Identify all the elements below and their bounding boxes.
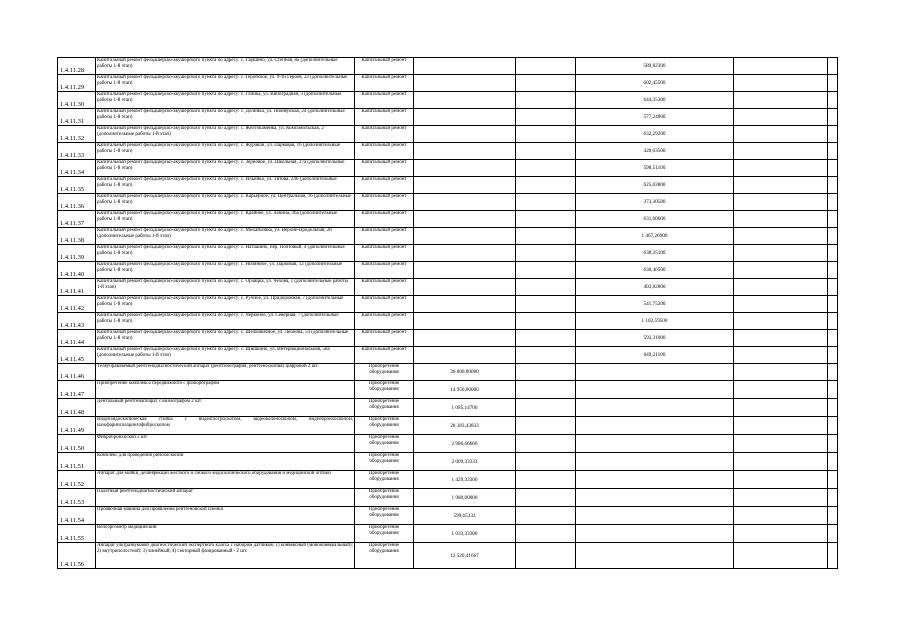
row-amount-equipment [414, 58, 516, 75]
table-row [58, 364, 838, 381]
row-description: Проявочная машина для проявления рентгеновской пленки [96, 507, 355, 525]
table-row [58, 126, 838, 143]
row-work-type: Приобретение оборудования [355, 525, 414, 543]
table-row [58, 58, 838, 75]
row-amount-equipment [414, 109, 516, 126]
row-empty-cell [516, 417, 576, 435]
row-empty-cell [828, 381, 838, 399]
table-row [58, 262, 838, 279]
row-number: 1.4.11.46 [58, 364, 96, 381]
row-amount-equipment: 2 986,66666 [414, 435, 516, 453]
row-empty-cell [516, 75, 576, 92]
row-number: 1.4.11.33 [58, 143, 96, 160]
row-amount-equipment [414, 296, 516, 313]
row-work-type: Приобретение оборудования [355, 435, 414, 453]
row-empty-cell [828, 177, 838, 194]
row-empty-cell [828, 75, 838, 92]
row-number: 1.4.11.56 [58, 543, 96, 569]
row-amount-repair: 593,31000 [576, 330, 734, 347]
row-amount-repair: 598,51100 [576, 160, 734, 177]
row-empty-cell [516, 194, 576, 211]
row-empty-cell [734, 313, 828, 330]
row-empty-cell [516, 160, 576, 177]
row-work-type: Капитальный ремонт [355, 177, 414, 194]
table-row [58, 507, 838, 525]
table-row [58, 330, 838, 347]
row-empty-cell [734, 211, 828, 228]
row-amount-repair: 638,35100 [576, 245, 734, 262]
row-number: 1.4.11.52 [58, 471, 96, 489]
row-empty-cell [516, 364, 576, 381]
row-empty-cell [734, 330, 828, 347]
table-row [58, 245, 838, 262]
row-description: Капитальный ремонт фельдшерско-акушерского пункта по адресу: с. Долинка, ул. Пионерская, 24 (дополнительные работы 1-й этап) [96, 109, 355, 126]
row-empty-cell [516, 330, 576, 347]
row-description: Комплекс для проведения ринохоскопии [96, 453, 355, 471]
row-empty-cell [734, 381, 828, 399]
row-empty-cell [516, 245, 576, 262]
row-amount-repair [576, 417, 734, 435]
row-empty-cell [516, 262, 576, 279]
row-empty-cell [516, 58, 576, 75]
row-empty-cell [734, 507, 828, 525]
table-row [58, 160, 838, 177]
row-description: Видеоэндоскопическая стойка с видеогастроскопом, видеоколоноскопом, видеобронхоскопом, назофаринголарингофиброскопом [96, 417, 355, 435]
row-work-type: Капитальный ремонт [355, 58, 414, 75]
row-empty-cell [734, 364, 828, 381]
row-amount-repair [576, 525, 734, 543]
row-description: Капитальный ремонт фельдшерско-акушерского пункта по адресу: с. Гаршино, ул. Степная, 8а (дополнительные работы 1-й этап) [96, 58, 355, 75]
table-row [58, 489, 838, 507]
row-amount-equipment [414, 279, 516, 296]
row-number: 1.4.11.42 [58, 296, 96, 313]
row-description: Аппарат для мойки, дезинфекции жесткого и гибкого эндоскопического оборудования и медицинской оптики [96, 471, 355, 489]
row-work-type: Приобретение оборудования [355, 471, 414, 489]
row-number: 1.4.11.31 [58, 109, 96, 126]
row-work-type: Капитальный ремонт [355, 211, 414, 228]
row-empty-cell [828, 347, 838, 364]
row-description: Капитальный ремонт фельдшерско-акушерского пункта по адресу: с. Ильинка, ул. Титова, 24б (дополнительные работы 1-й этап) [96, 177, 355, 194]
row-empty-cell [734, 525, 828, 543]
row-empty-cell [516, 143, 576, 160]
row-empty-cell [828, 92, 838, 109]
row-number: 1.4.11.37 [58, 211, 96, 228]
row-amount-equipment [414, 143, 516, 160]
row-empty-cell [734, 160, 828, 177]
row-amount-equipment [414, 75, 516, 92]
table-row [58, 417, 838, 435]
row-empty-cell [828, 471, 838, 489]
row-number: 1.4.11.48 [58, 399, 96, 417]
row-amount-repair: 631,60600 [576, 211, 734, 228]
row-empty-cell [516, 453, 576, 471]
row-description: Капитальный ремонт фельдшерско-акушерского пункта по адресу: с. Шишкино, ул. Интернациональная, 58а (дополнительные работы 1-й этап) [96, 347, 355, 364]
table-row [58, 347, 838, 364]
row-amount-repair: 428,63500 [576, 143, 734, 160]
row-empty-cell [734, 489, 828, 507]
row-empty-cell [828, 364, 838, 381]
row-number: 1.4.11.34 [58, 160, 96, 177]
row-amount-repair [576, 507, 734, 525]
row-amount-repair [576, 453, 734, 471]
row-empty-cell [516, 399, 576, 417]
row-number: 1.4.11.39 [58, 245, 96, 262]
row-description: Телеуправляемый рентгенодиагностический аппарат (рентгенография, рентгеноскопия) цифровой 2 шт. [96, 364, 355, 381]
row-amount-equipment: 28 383,43833 [414, 417, 516, 435]
table-row [58, 296, 838, 313]
row-number: 1.4.11.32 [58, 126, 96, 143]
row-empty-cell [828, 435, 838, 453]
row-description: Велоэргометр медицинский [96, 525, 355, 543]
row-number: 1.4.11.47 [58, 381, 96, 399]
row-description: Капитальный ремонт фельдшерско-акушерского пункта по адресу: с. Шелковичное, ул. Леонова, 54 (дополнительные работы 1-й этап) [96, 330, 355, 347]
table-row [58, 525, 838, 543]
row-work-type: Капитальный ремонт [355, 228, 414, 245]
row-work-type: Капитальный ремонт [355, 279, 414, 296]
row-number: 1.4.11.54 [58, 507, 96, 525]
row-empty-cell [828, 453, 838, 471]
row-description: Капитальный ремонт фельдшерско-акушерского пункта по адресу: с. Глинка, ул. Виноградная, 3 (дополнительные работы 1-й этап) [96, 92, 355, 109]
row-description: Капитальный ремонт фельдшерско-акушерского пункта по адресу: с. Михайловка, ул. Верхне-Продольная, 28 (дополнительные работы 1-й этап) [96, 228, 355, 245]
row-amount-equipment [414, 313, 516, 330]
row-empty-cell [734, 109, 828, 126]
row-amount-repair: 589,82300 [576, 58, 734, 75]
row-empty-cell [734, 471, 828, 489]
table-row [58, 92, 838, 109]
row-number: 1.4.11.53 [58, 489, 96, 507]
row-work-type: Капитальный ремонт [355, 245, 414, 262]
row-amount-equipment [414, 160, 516, 177]
table-row [58, 75, 838, 92]
row-empty-cell [828, 194, 838, 211]
table-row [58, 194, 838, 211]
table-row [58, 143, 838, 160]
table-row [58, 381, 838, 399]
table-row [58, 435, 838, 453]
row-amount-repair: 644,35300 [576, 92, 734, 109]
budget-table-sheet [57, 57, 838, 569]
row-amount-repair: 1 467,26900 [576, 228, 734, 245]
row-amount-equipment [414, 211, 516, 228]
row-empty-cell [734, 245, 828, 262]
table-row [58, 279, 838, 296]
table-row [58, 228, 838, 245]
row-empty-cell [516, 489, 576, 507]
row-empty-cell [734, 435, 828, 453]
row-empty-cell [828, 143, 838, 160]
row-empty-cell [734, 347, 828, 364]
table-row [58, 211, 838, 228]
table-row [58, 399, 838, 417]
row-empty-cell [734, 58, 828, 75]
row-amount-equipment [414, 126, 516, 143]
row-empty-cell [828, 489, 838, 507]
row-empty-cell [828, 160, 838, 177]
row-amount-repair [576, 489, 734, 507]
table-row [58, 109, 838, 126]
table-body [58, 58, 838, 569]
row-empty-cell [828, 58, 838, 75]
row-amount-repair [576, 381, 734, 399]
row-empty-cell [734, 543, 828, 569]
row-number: 1.4.11.44 [58, 330, 96, 347]
row-empty-cell [828, 262, 838, 279]
row-empty-cell [828, 330, 838, 347]
row-amount-repair [576, 543, 734, 569]
budget-table [57, 57, 838, 569]
row-empty-cell [516, 471, 576, 489]
row-empty-cell [516, 279, 576, 296]
row-empty-cell [734, 279, 828, 296]
row-description: Аппарат ультразвуковой диагностический экспертного класса с набором датчиков: 1) конвексный (моноконвекальный); 2) внутриполостной; 3) линейный; 4) секторный фазированный - 2 шт. [96, 543, 355, 569]
row-empty-cell [516, 525, 576, 543]
row-number: 1.4.11.51 [58, 453, 96, 471]
row-description: Капитальный ремонт фельдшерско-акушерского пункта по адресу: с. Ручное, ул. Придорожная, 7 (дополнительные работы 1-й этап) [96, 296, 355, 313]
row-empty-cell [734, 296, 828, 313]
row-number: 1.4.11.41 [58, 279, 96, 296]
row-amount-repair [576, 471, 734, 489]
row-empty-cell [734, 126, 828, 143]
row-empty-cell [828, 399, 838, 417]
row-work-type: Приобретение оборудования [355, 543, 414, 569]
row-description: Приобретение комплекса передвижного с флюорографом [96, 381, 355, 399]
row-amount-repair: 638,46500 [576, 262, 734, 279]
row-amount-equipment: 599,65333 [414, 507, 516, 525]
row-number: 1.4.11.49 [58, 417, 96, 435]
row-description: Дентальный рентгенаппарат с визиографом 2 шт. [96, 399, 355, 417]
row-work-type: Капитальный ремонт [355, 143, 414, 160]
row-description: Фибробронхоскоп 2 шт. [96, 435, 355, 453]
row-amount-equipment [414, 347, 516, 364]
row-number: 1.4.11.45 [58, 347, 96, 364]
row-amount-equipment [414, 262, 516, 279]
row-number: 1.4.11.40 [58, 262, 96, 279]
row-empty-cell [516, 228, 576, 245]
row-description: Капитальный ремонт фельдшерско-акушерского пункта по адресу: с. Желтокаменка, ул. Комсомольская, 2 (дополнительные работы 1-й этап) [96, 126, 355, 143]
row-amount-equipment [414, 177, 516, 194]
row-empty-cell [734, 453, 828, 471]
row-work-type: Капитальный ремонт [355, 160, 414, 177]
row-work-type: Капитальный ремонт [355, 109, 414, 126]
row-description: Капитальный ремонт фельдшерско-акушерского пункта по адресу: с. Черконое, ул. Северная, 7 (дополнительные работы 1-й этап) [96, 313, 355, 330]
row-empty-cell [828, 109, 838, 126]
row-empty-cell [516, 211, 576, 228]
row-work-type: Капитальный ремонт [355, 347, 414, 364]
row-number: 1.4.11.55 [58, 525, 96, 543]
row-description: Капитальный ремонт фельдшерско-акушерского пункта по адресу: с. Зерновое, ул. Школьная, 27а (дополнительные работы 1-й этап) [96, 160, 355, 177]
row-empty-cell [516, 381, 576, 399]
row-amount-repair: 625,03800 [576, 177, 734, 194]
row-description: Капитальный ремонт фельдшерско-акушерского пункта по адресу: с. Наташино, пер. Почтовый, 4 (дополнительные работы 1-й этап) [96, 245, 355, 262]
row-work-type: Приобретение оборудования [355, 364, 414, 381]
row-empty-cell [516, 543, 576, 569]
row-number: 1.4.11.28 [58, 58, 96, 75]
row-amount-repair: 602,45500 [576, 75, 734, 92]
row-work-type: Капитальный ремонт [355, 126, 414, 143]
row-empty-cell [734, 143, 828, 160]
row-work-type: Капитальный ремонт [355, 313, 414, 330]
row-empty-cell [828, 507, 838, 525]
row-empty-cell [734, 228, 828, 245]
table-row [58, 313, 838, 330]
row-work-type: Приобретение оборудования [355, 507, 414, 525]
row-empty-cell [828, 279, 838, 296]
row-empty-cell [516, 347, 576, 364]
row-work-type: Капитальный ремонт [355, 330, 414, 347]
row-amount-equipment [414, 228, 516, 245]
table-row [58, 177, 838, 194]
row-number: 1.4.11.38 [58, 228, 96, 245]
row-work-type: Приобретение оборудования [355, 417, 414, 435]
table-row [58, 471, 838, 489]
row-work-type: Приобретение оборудования [355, 453, 414, 471]
row-amount-equipment: 1 033,33300 [414, 525, 516, 543]
row-amount-equipment: 2 009,33333 [414, 453, 516, 471]
row-amount-repair: 373,30500 [576, 194, 734, 211]
row-number: 1.4.11.43 [58, 313, 96, 330]
row-amount-repair: 649,21100 [576, 347, 734, 364]
row-work-type: Приобретение оборудования [355, 381, 414, 399]
row-empty-cell [828, 525, 838, 543]
row-empty-cell [828, 313, 838, 330]
row-number: 1.4.11.29 [58, 75, 96, 92]
row-empty-cell [828, 543, 838, 569]
row-amount-equipment: 1 429,33300 [414, 471, 516, 489]
row-empty-cell [516, 507, 576, 525]
row-work-type: Капитальный ремонт [355, 296, 414, 313]
row-number: 1.4.11.35 [58, 177, 96, 194]
row-amount-equipment [414, 194, 516, 211]
row-amount-repair [576, 364, 734, 381]
row-description: Капитальный ремонт фельдшерско-акушерского пункта по адресу: с. Крайнее, ул. Ленина, 36а (дополнительные работы 1-й этап) [96, 211, 355, 228]
row-description: Капитальный ремонт фельдшерско-акушерского пункта по адресу: с. Низинное, ул. Парковая, 12 (дополнительные работы 1-й этап) [96, 262, 355, 279]
row-amount-repair [576, 399, 734, 417]
row-amount-equipment: 12 520,41667 [414, 543, 516, 569]
row-amount-repair: 632,29200 [576, 126, 734, 143]
row-empty-cell [516, 296, 576, 313]
row-empty-cell [828, 296, 838, 313]
row-empty-cell [516, 126, 576, 143]
row-number: 1.4.11.50 [58, 435, 96, 453]
row-empty-cell [734, 399, 828, 417]
row-empty-cell [828, 417, 838, 435]
row-empty-cell [734, 417, 828, 435]
row-amount-equipment [414, 245, 516, 262]
row-description: Капитальный ремонт фельдшерско-акушерского пункта по адресу: с. Карьерное, ул. Центральная, 16 (дополнительные работы 1-й этап) [96, 194, 355, 211]
row-number: 1.4.11.30 [58, 92, 96, 109]
row-amount-equipment: 1 085,14700 [414, 399, 516, 417]
row-empty-cell [516, 92, 576, 109]
row-amount-repair: 577,24800 [576, 109, 734, 126]
row-empty-cell [734, 262, 828, 279]
row-empty-cell [516, 313, 576, 330]
row-amount-equipment [414, 92, 516, 109]
row-work-type: Приобретение оборудования [355, 489, 414, 507]
row-description: Капитальный ремонт фельдшерско-акушерского пункта по адресу: с. Журавли, ул. Парковая, 16 (дополнительные работы 1-й этап) [96, 143, 355, 160]
row-empty-cell [734, 75, 828, 92]
row-work-type: Капитальный ремонт [355, 262, 414, 279]
row-empty-cell [828, 228, 838, 245]
row-empty-cell [828, 126, 838, 143]
row-empty-cell [828, 211, 838, 228]
row-amount-equipment: 14 950,00000 [414, 381, 516, 399]
row-amount-equipment: 1 980,00000 [414, 489, 516, 507]
row-amount-equipment: 36 800,00000 [414, 364, 516, 381]
row-empty-cell [828, 245, 838, 262]
table-row [58, 453, 838, 471]
row-work-type: Капитальный ремонт [355, 75, 414, 92]
row-amount-repair [576, 435, 734, 453]
row-empty-cell [734, 194, 828, 211]
row-amount-repair: 403,82800 [576, 279, 734, 296]
row-empty-cell [516, 109, 576, 126]
row-description: Капитальный ремонт фельдшерско-акушерского пункта по адресу: с. Орляцка, ул. Чехова, 1 (дополнительные работы 1-й этап) [96, 279, 355, 296]
row-work-type: Приобретение оборудования [355, 399, 414, 417]
row-description: Палатный рентгенодиагностический аппарат [96, 489, 355, 507]
row-number: 1.4.11.36 [58, 194, 96, 211]
row-empty-cell [734, 92, 828, 109]
row-work-type: Капитальный ремонт [355, 92, 414, 109]
row-empty-cell [516, 177, 576, 194]
row-work-type: Капитальный ремонт [355, 194, 414, 211]
row-description: Капитальный ремонт фельдшерско-акушерского пункта по адресу: с. Геройское, ул. 9-ти Героев, 22 (дополнительные работы 1-й этап) [96, 75, 355, 92]
row-amount-equipment [414, 330, 516, 347]
row-empty-cell [734, 177, 828, 194]
row-amount-repair: 541,75200 [576, 296, 734, 313]
row-amount-repair: 1 102,59500 [576, 313, 734, 330]
table-row [58, 543, 838, 569]
row-empty-cell [516, 435, 576, 453]
